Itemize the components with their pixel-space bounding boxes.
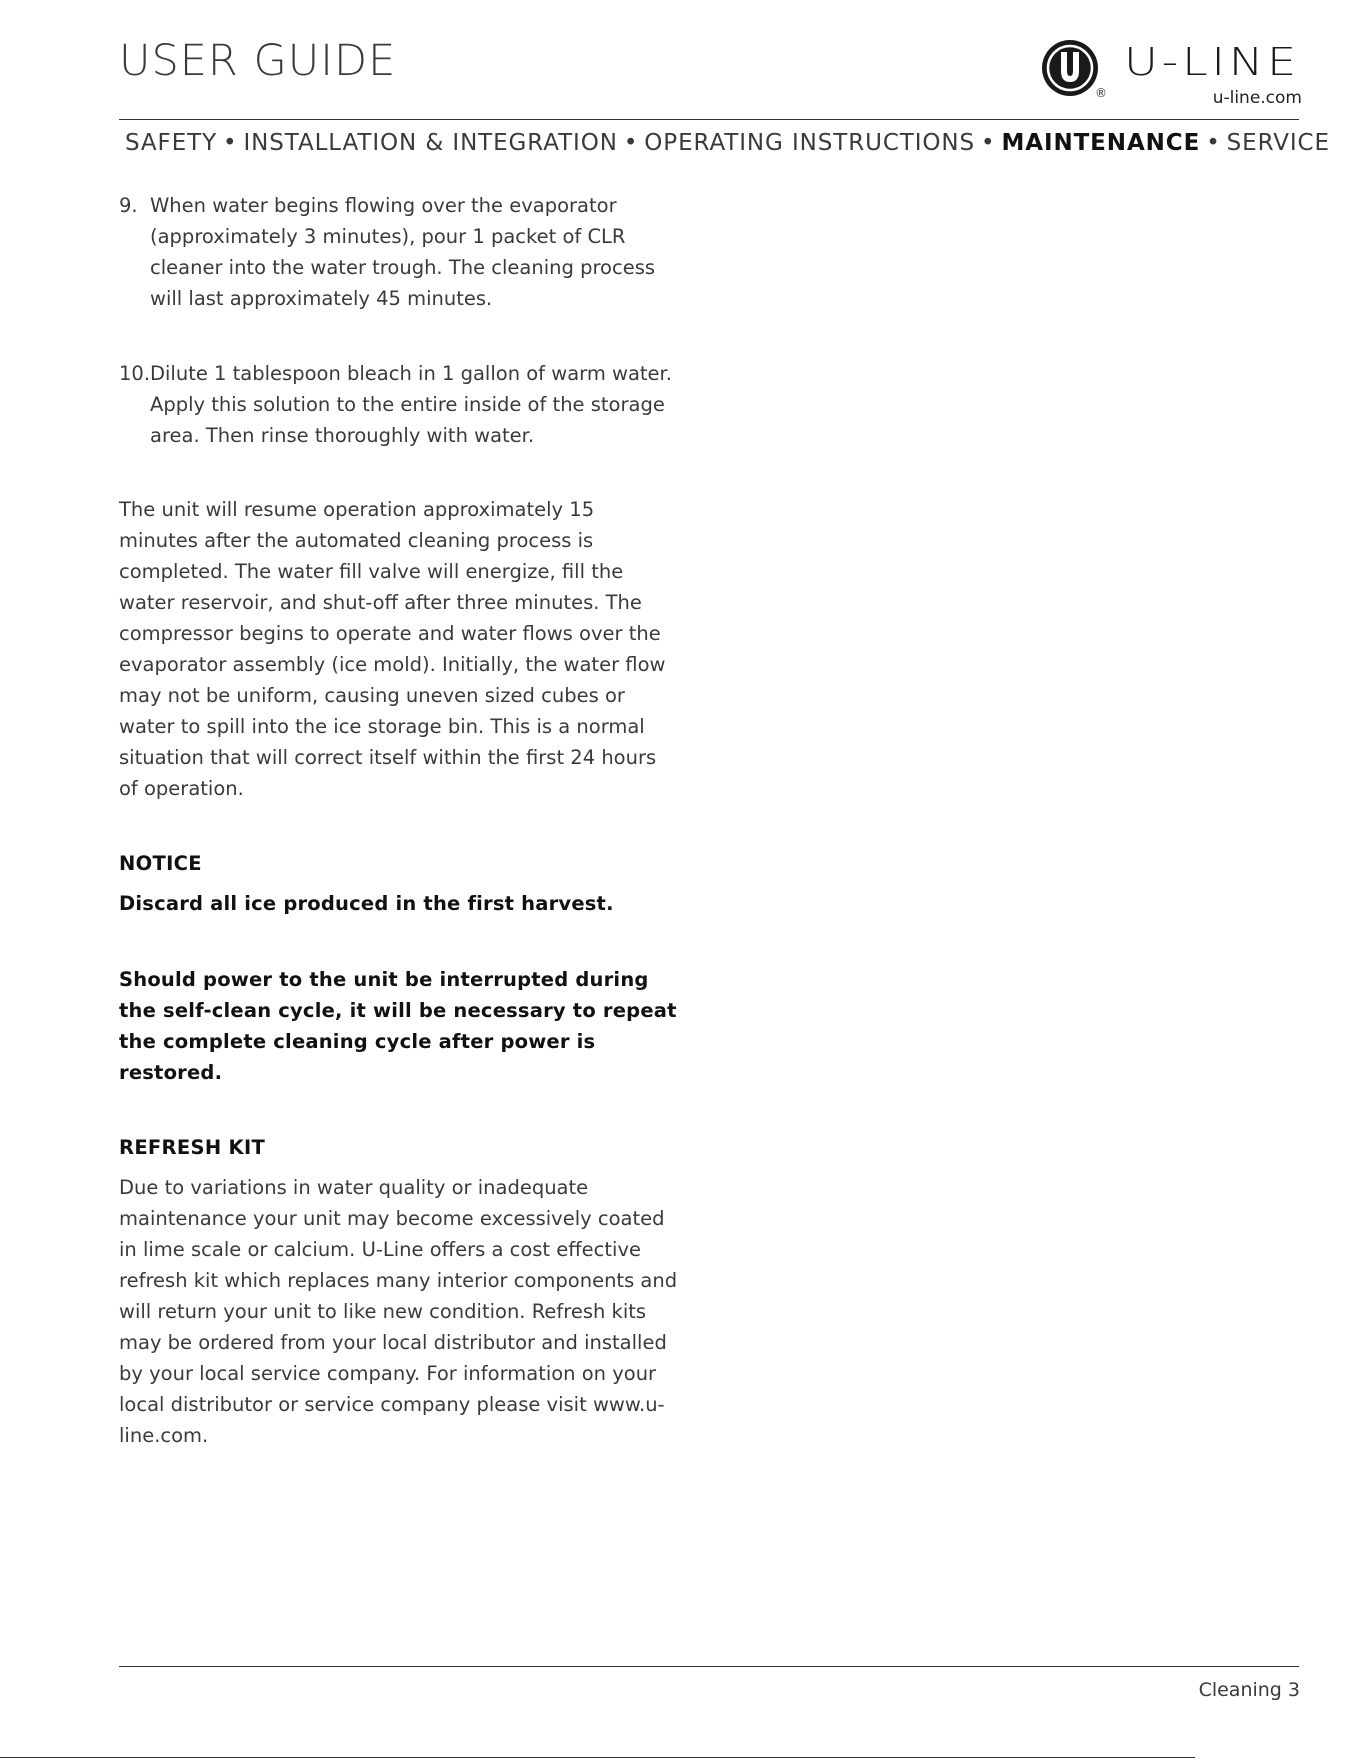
brand-wordmark-text: U-LINE bbox=[1124, 44, 1300, 80]
step-number: 10. bbox=[119, 362, 151, 385]
step-text: When water begins flowing over the evaporator (approximately 3 minutes), pour 1 packet of CLR cleaner into the water trough. The cleaning process will last approximately 45 minutes. bbox=[150, 194, 656, 310]
nav-separator: • bbox=[623, 130, 639, 156]
brand-block bbox=[1040, 38, 1302, 108]
refresh-kit-heading: REFRESH KIT bbox=[119, 1136, 266, 1159]
step-9 bbox=[119, 190, 679, 314]
nav-item-maintenance[interactable]: MAINTENANCE bbox=[1001, 130, 1201, 156]
step-number: 9. bbox=[119, 194, 138, 217]
brand-url[interactable]: u-line.com bbox=[1212, 88, 1302, 108]
nav-item-safety[interactable]: SAFETY bbox=[125, 130, 218, 156]
registered-mark: ® bbox=[1095, 86, 1107, 100]
resume-operation-paragraph: The unit will resume operation approximately 15 minutes after the automated cleaning process is completed. The water fill valve will energize, fill the water reservoir, and shut-off after three minutes. The compressor begins to operate and water flows over the evaporator assembly (ice mold). Initially, the water flow may not be uniform, causing uneven sized cubes or water to spill into the ice storage bin. This is a normal situation that will correct itself within the first 24 hours of operation. bbox=[119, 498, 666, 800]
page-bottom-edge bbox=[0, 1757, 1195, 1758]
u-line-logo-icon bbox=[1040, 38, 1102, 100]
notice-power-interruption: Should power to the unit be interrupted during the self-clean cycle, it will be necessary to repeat the complete cleaning cycle after power is restored. bbox=[119, 968, 677, 1084]
notice-discard-ice: Discard all ice produced in the first harvest. bbox=[119, 892, 614, 915]
step-10 bbox=[119, 358, 679, 451]
refresh-kit-paragraph: Due to variations in water quality or inadequate maintenance your unit may become excessively coated in lime scale or calcium. U-Line offers a cost effective refresh kit which replaces many interior components and will return your unit to like new condition. Refresh kits may be ordered from your local distributor and installed by your local service company. For information on your local distributor or service company please visit www.u-line.com. bbox=[119, 1176, 678, 1447]
page-footer-label: Cleaning 3 bbox=[1198, 1679, 1300, 1701]
nav-separator: • bbox=[1206, 130, 1221, 156]
notice-heading: NOTICE bbox=[119, 852, 202, 875]
nav-separator: • bbox=[981, 130, 996, 156]
nav-item-service[interactable]: SERVICE bbox=[1226, 130, 1330, 156]
section-nav bbox=[125, 128, 1330, 158]
brand-wordmark bbox=[1124, 44, 1302, 80]
page-title: USER GUIDE bbox=[119, 36, 397, 86]
nav-item-installation[interactable]: INSTALLATION & INTEGRATION bbox=[243, 130, 618, 156]
main-content bbox=[119, 190, 679, 1451]
step-text: Dilute 1 tablespoon bleach in 1 gallon of warm water. Apply this solution to the entire inside of the storage area. Then rinse thoroughly with water. bbox=[150, 362, 672, 447]
nav-separator: • bbox=[223, 130, 238, 156]
nav-item-operating-instructions[interactable]: OPERATING INSTRUCTIONS bbox=[644, 130, 976, 156]
header-divider bbox=[119, 119, 1299, 120]
footer-divider bbox=[119, 1666, 1299, 1667]
